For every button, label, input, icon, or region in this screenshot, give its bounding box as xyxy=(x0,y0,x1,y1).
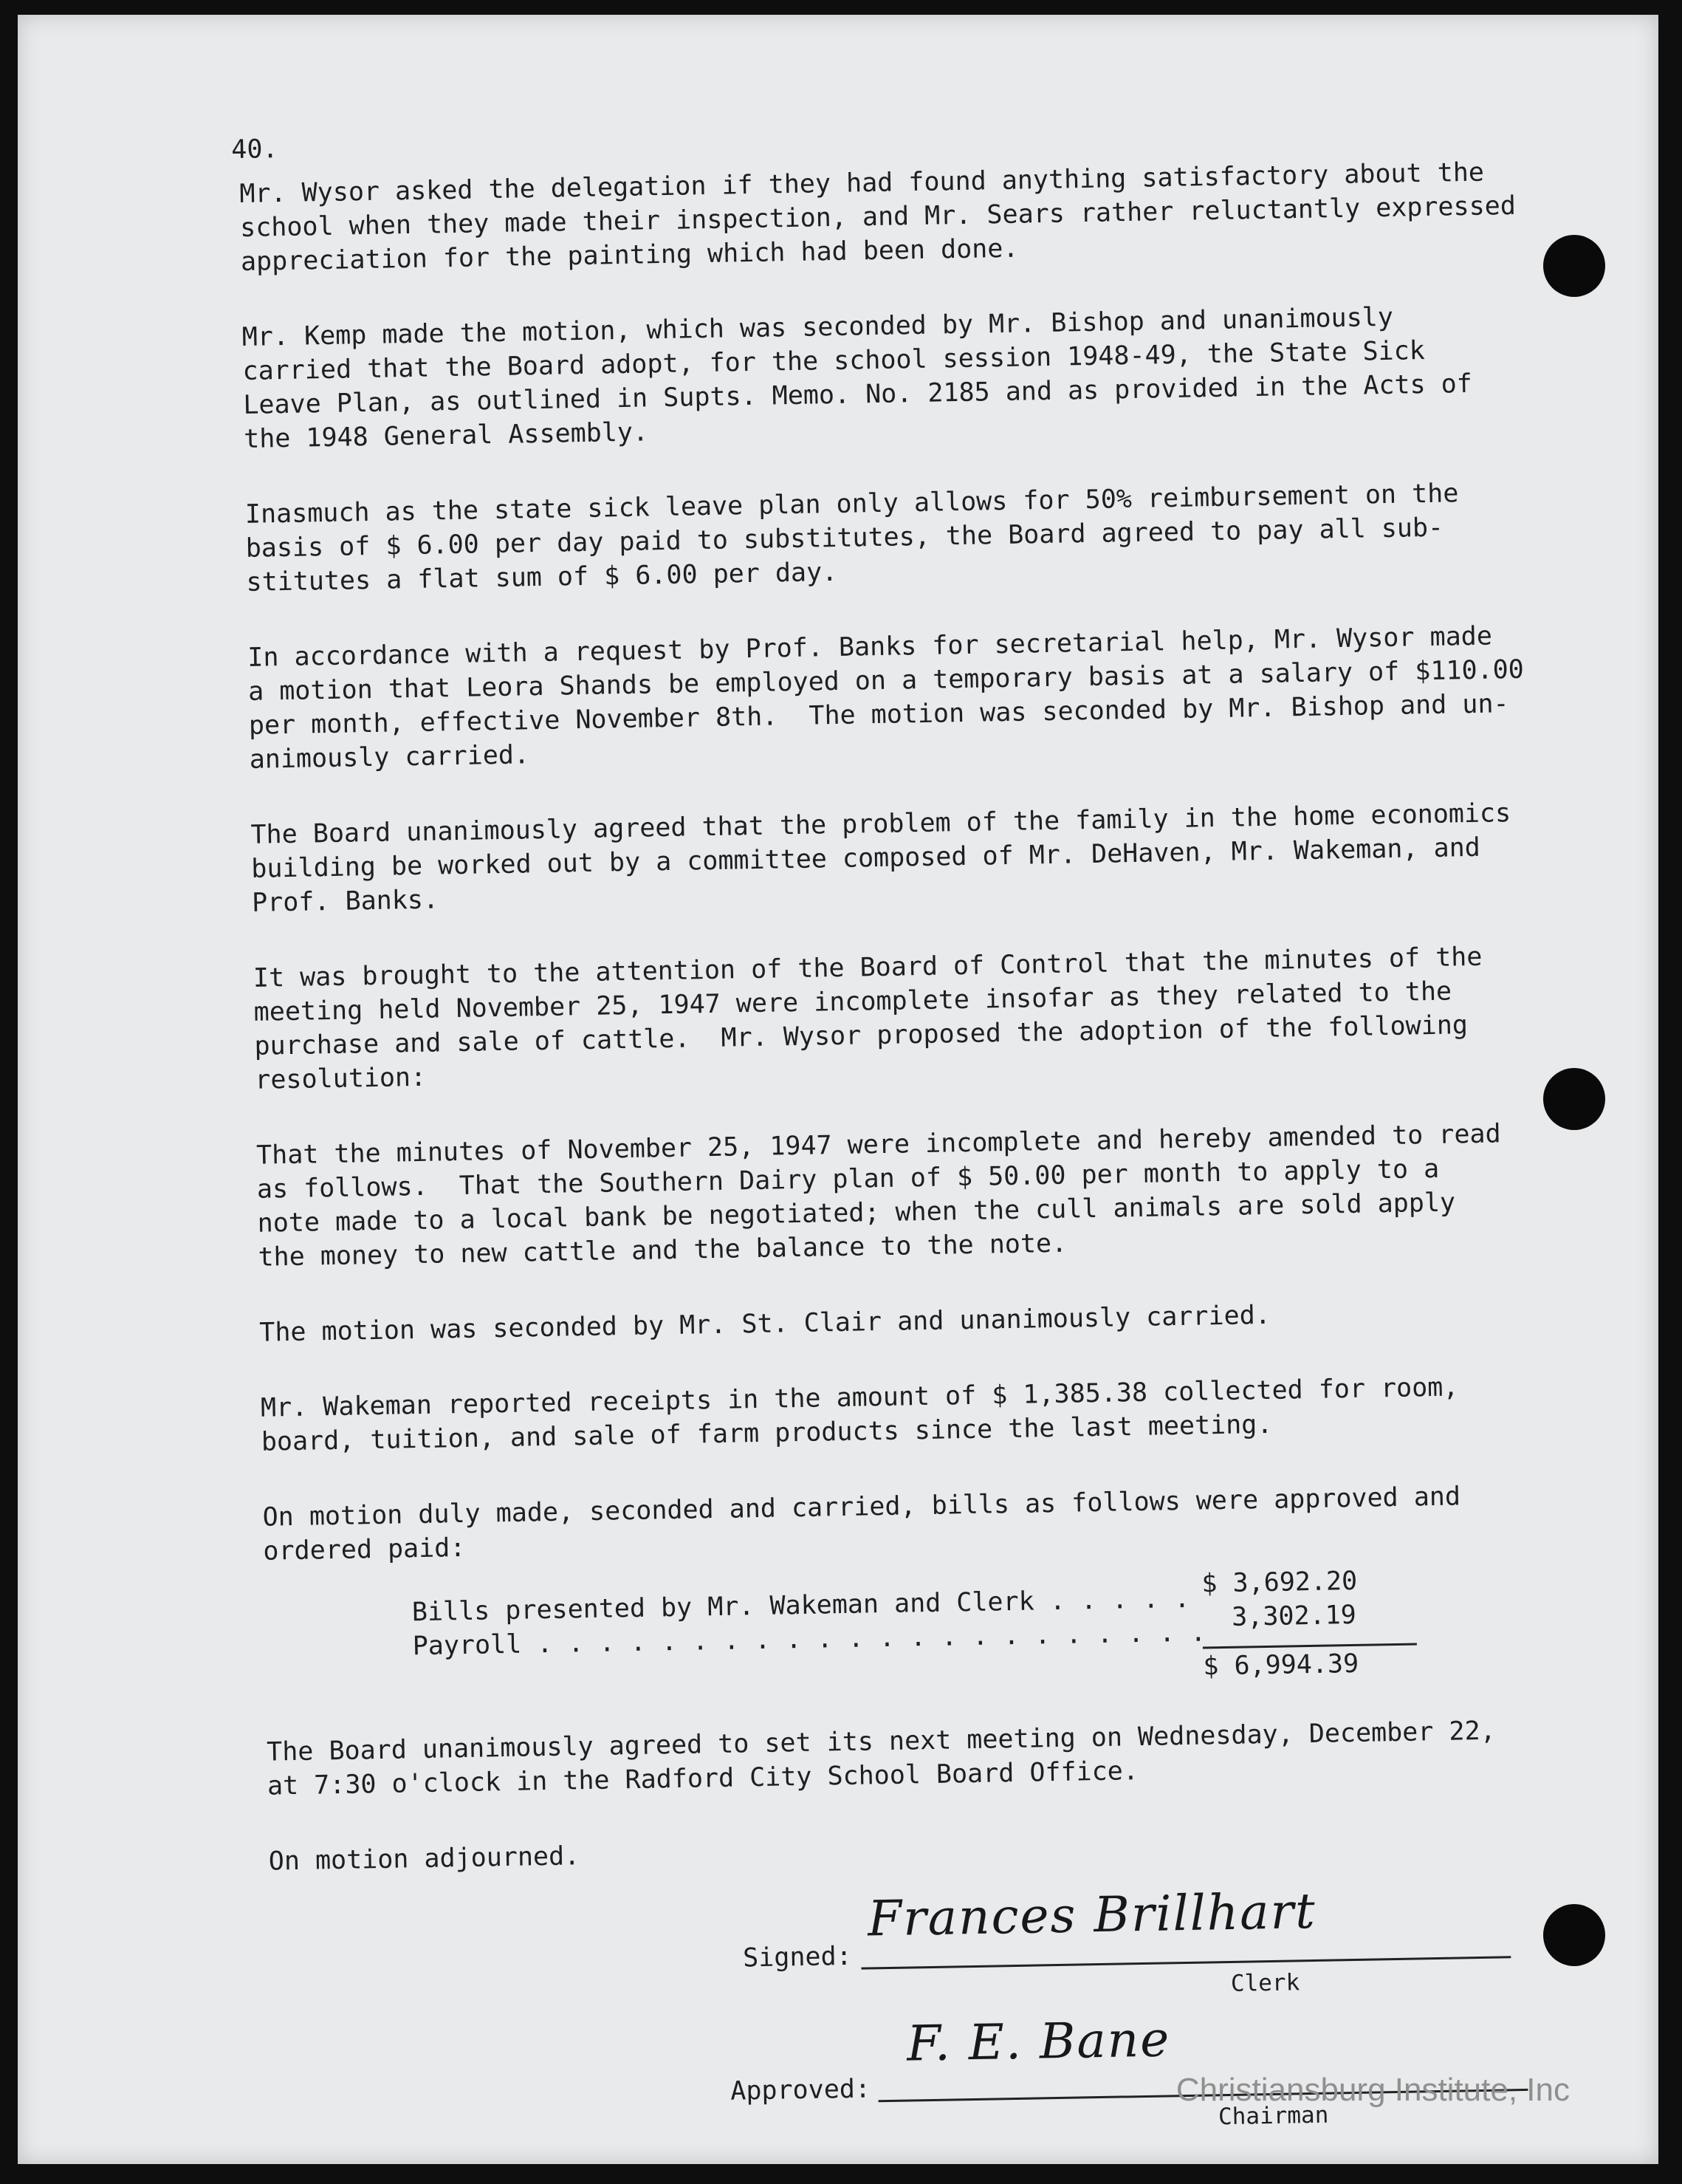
chairman-title: Chairman xyxy=(1218,2101,1329,2131)
paragraph-next-meeting: The Board unanimously agreed to set its next meeting on Wednesday, December 22, at 7:30 o'clock in the Radford City School Board Office. xyxy=(266,1716,1496,1801)
paragraph-home-economics: The Board unanimously agreed that the problem of the family in the home economics building be worked out by a committee composed of Mr. DeHaven, Mr. Wakeman, and Prof. Banks. xyxy=(250,798,1511,918)
bills-row-amount-2: 3,302.19 xyxy=(1231,1600,1357,1632)
bills-total: $ 6,994.39 xyxy=(1203,1649,1359,1682)
institution-watermark: Christiansburg Institute, Inc xyxy=(1175,2072,1570,2108)
paragraph-sick-leave-motion: Mr. Kemp made the motion, which was seconded by Mr. Bishop and unanimously carried that the Board adopt, for the school session 1948-49, the State Sick Leave Plan, as outlined in Supts. Memo. No. 2185 and as provided in the Acts of the 1948 General Assembly. xyxy=(241,302,1473,454)
paragraph-resolution: That the minutes of November 25, 1947 were incomplete and hereby amended to read as follows. That the Southern Dairy plan of $ 50.00 per month to apply to a note made to a local bank be negotiated; when the cull animals are sold apply the money to new cattle and the balance to the note. xyxy=(255,1119,1501,1273)
clerk-signature-line xyxy=(861,1956,1511,1969)
page-number: 40. xyxy=(231,134,278,165)
clerk-signature: Frances Brillhart xyxy=(867,1882,1317,1948)
bills-row-label-1: Bills presented by Mr. Wakeman and Clerk . . . . . xyxy=(411,1584,1190,1628)
document-page xyxy=(18,15,1658,2164)
paragraph-secretarial-help: In accordance with a request by Prof. Banks for secretarial help, Mr. Wysor made a motion that Leora Shands be employed on a temporary basis at a salary of $110.00 per month, effective November 8th. The motion was seconded by Mr. Bishop and un- animously carried. xyxy=(247,621,1525,775)
clerk-title: Clerk xyxy=(1230,1969,1300,1997)
bills-row-label-2: Payroll . . . . . . . . . . . . . . . . . . . . . . xyxy=(412,1618,1206,1662)
paragraph-inspection: Mr. Wysor asked the delegation if they had found anything satisfactory about the school when they made their inspection, and Mr. Sears rather reluctantly expressed appreciation for the painting which had been done. xyxy=(239,157,1517,277)
approved-label: Approved: xyxy=(730,2074,871,2106)
paragraph-receipts: Mr. Wakeman reported receipts in the amount of $ 1,385.38 collected for room, board, tuition, and sale of farm products since the last meeting. xyxy=(260,1372,1459,1457)
typed-text-body xyxy=(231,134,1603,2164)
chairman-signature: F. E. Bane xyxy=(906,2010,1171,2072)
signed-label: Signed: xyxy=(742,1941,853,1974)
paragraph-bills-approved: On motion duly made, seconded and carried, bills as follows were approved and ordered paid: xyxy=(262,1482,1461,1567)
signature-block xyxy=(270,1882,1602,2163)
paragraph-substitute-pay: Inasmuch as the state sick leave plan only allows for 50% reimbursement on the basis of $ 6.00 per day paid to substitutes, the Board agreed to pay all sub- stitutes a flat sum of $ 6.00 per day. xyxy=(244,479,1459,598)
bills-table xyxy=(264,1560,1594,1694)
paragraph-adjourned: On motion adjourned. xyxy=(268,1841,580,1877)
paragraph-motion-seconded: The motion was seconded by Mr. St. Clair and unanimously carried. xyxy=(258,1300,1271,1348)
bills-row-amount-1: $ 3,692.20 xyxy=(1201,1566,1358,1599)
paragraph-minutes-correction: It was brought to the attention of the Board of Control that the minutes of the meeting held November 25, 1947 were incomplete insofar as they related to the purchase and sale of cattle. Mr. Wysor proposed the adoption of the following resolution: xyxy=(253,942,1483,1095)
